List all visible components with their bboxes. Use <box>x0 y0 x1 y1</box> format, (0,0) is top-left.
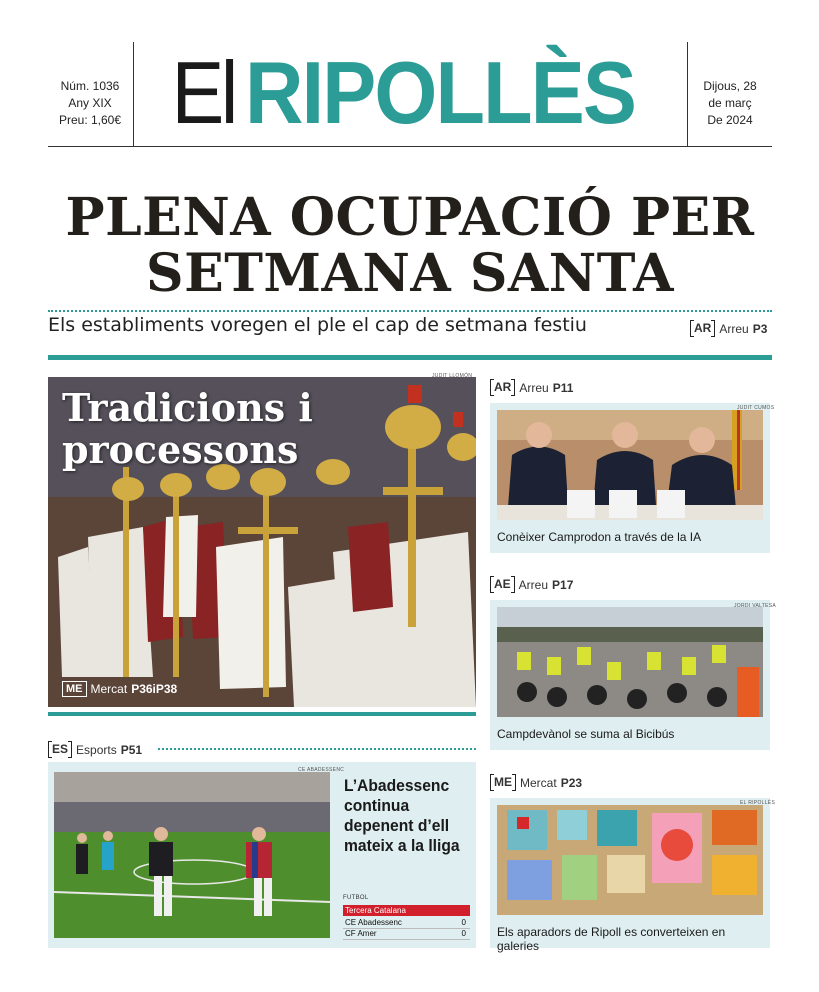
ia-section-tag[interactable] <box>490 379 573 396</box>
headline-dotted-rule <box>48 310 772 312</box>
main-headline[interactable] <box>30 187 790 304</box>
bicibus-illustration <box>497 607 763 717</box>
issue-number: Núm. 1036 <box>60 79 120 93</box>
team-score: 0 <box>461 918 466 927</box>
bici-story-card[interactable] <box>490 600 770 750</box>
bici-story-caption: Campdevànol se suma al Bicibús <box>497 727 675 741</box>
shop-window-art-illustration <box>497 805 763 915</box>
section-name: Arreu <box>519 380 549 395</box>
date-day: Dijous, 28 <box>703 79 757 93</box>
galeries-story-card[interactable] <box>490 798 770 953</box>
section-page: P23 <box>560 775 583 790</box>
ia-story-caption: Conèixer Camprodon a través de la IA <box>497 530 702 544</box>
sports-story-title: L’Abadessenc continua depenent d’ell mateix a la lliga <box>344 776 460 855</box>
sports-category: FUTBOL <box>343 895 369 901</box>
issue-info <box>48 78 132 129</box>
section-name: Mercat <box>520 775 557 790</box>
main-story-title <box>62 387 313 471</box>
issue-date <box>688 78 772 129</box>
bici-photo-credit: JORDI VALTESA <box>734 603 777 609</box>
section-code: AR <box>690 320 715 337</box>
section-code: ME <box>62 681 87 697</box>
headline-line-2: SETMANA SANTA <box>146 243 674 304</box>
sports-photo-credit: CE ABADESSENC <box>298 767 345 773</box>
main-title-line-2: processons <box>62 427 299 472</box>
galeries-photo-credit: EL RIPOLLÈS <box>740 800 776 806</box>
main-photo-credit: JUDIT LLOMÓN <box>432 373 473 379</box>
headline-section-tag[interactable] <box>690 320 767 337</box>
galeries-section-tag[interactable] <box>490 774 582 791</box>
team-name: CE Abadessenc <box>345 918 402 927</box>
ia-story-photo <box>497 410 763 520</box>
date-year: De 2024 <box>707 113 753 127</box>
section-page: P17 <box>552 577 574 592</box>
main-title-line-1: Tradicions i <box>62 385 313 430</box>
bici-story-photo <box>497 607 763 717</box>
section-name: Arreu <box>518 577 549 592</box>
section-page: P51 <box>120 742 143 757</box>
issue-year: Any XIX <box>68 96 112 110</box>
headline-subhead: Els establiments voregen el ple el cap de setmana festiu <box>48 314 587 336</box>
section-page: P3 <box>752 321 768 336</box>
section-code: ME <box>490 774 516 791</box>
headline-teal-bar <box>48 355 772 360</box>
logo-name: RIPOLLÈS <box>245 43 636 142</box>
press-conference-illustration <box>497 410 763 520</box>
section-name: Esports <box>76 742 117 757</box>
ia-photo-credit: JUDIT CUMOS <box>737 405 775 411</box>
section-code: ES <box>48 741 72 758</box>
section-name: Mercat <box>90 682 128 696</box>
processions-photo[interactable] <box>48 377 476 707</box>
section-page: P11 <box>552 380 574 395</box>
section-code: AR <box>490 379 515 396</box>
football-photo <box>54 772 330 938</box>
team-score: 0 <box>461 929 466 938</box>
galeries-story-caption: Els aparadors de Ripoll es converteixen en galeries <box>497 925 726 953</box>
team-name: CF Amer <box>345 929 377 938</box>
sports-story-card[interactable] <box>48 762 476 948</box>
issue-price: Preu: 1,60€ <box>58 113 122 127</box>
result-row <box>343 928 470 940</box>
league-name: Tercera Catalana <box>343 905 470 916</box>
headline-line-1: PLENA OCUPACIÓ PER <box>65 187 755 248</box>
main-story-section-tag[interactable] <box>62 681 177 697</box>
masthead-rule <box>48 146 772 147</box>
ia-story-card[interactable] <box>490 403 770 553</box>
newspaper-logo[interactable] <box>140 43 680 142</box>
sports-section-tag[interactable] <box>48 741 142 758</box>
section-code: AE <box>490 576 515 593</box>
section-page: P36iP38 <box>131 682 178 696</box>
masthead-divider-left <box>133 42 134 146</box>
logo-el: El <box>171 43 235 142</box>
sports-dotted-rule <box>158 748 476 750</box>
date-month: de març <box>708 96 752 110</box>
bici-section-tag[interactable] <box>490 576 573 593</box>
main-story-teal-bar <box>48 712 476 716</box>
football-match-illustration <box>54 772 330 938</box>
galeries-story-photo <box>497 805 763 915</box>
section-name: Arreu <box>719 321 749 336</box>
